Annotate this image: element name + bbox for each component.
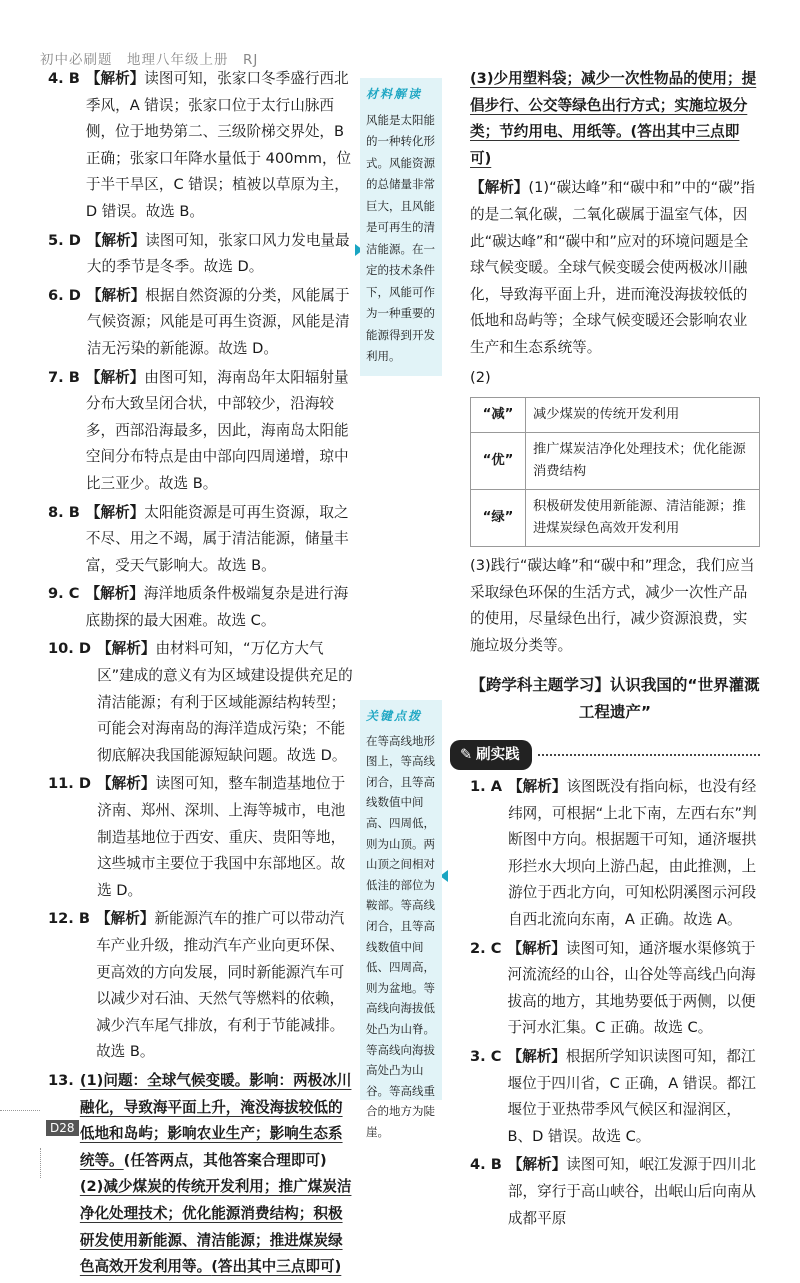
section-title-line1: 【跨学科主题学习】认识我国的“世界灌溉: [470, 675, 760, 694]
dotted-divider: [538, 754, 760, 756]
q13-part1: (1)问题：全球气候变暖。影响：两极冰川融化，导致海平面上升，淹没海拔较低的低地和岛屿；影响农业生产；影响生态系统等。: [79, 1071, 352, 1169]
sidebar-title: 关键点拨: [366, 709, 423, 723]
section-title: [470, 672, 760, 726]
analysis-tag: 【解析】: [86, 231, 146, 249]
analysis-tag: 【解析】: [85, 368, 145, 386]
question-number: 10. D: [48, 640, 92, 658]
question-number: 2. C: [470, 939, 502, 957]
question-number: 5. D: [48, 231, 81, 249]
analysis-tag: 【解析】: [97, 640, 156, 658]
analysis-tag: 【解析】: [97, 775, 156, 793]
q13-part2-note: (答出其中三点即可): [211, 1258, 342, 1276]
answer-text: 读图可知，通济堰水渠修筑于河流流经的山谷，山谷处等高线凸向海拔高的地方，其地势要低于两侧，以便于河水汇集。C 正确。故选 C。: [507, 939, 756, 1037]
question-number: 3. C: [470, 1048, 502, 1066]
analysis-tag: 【解析】: [507, 939, 566, 957]
answer-item: [470, 1152, 760, 1232]
section-title-line2: 工程遗产”: [578, 702, 652, 721]
question-number: 12. B: [48, 910, 91, 928]
table-value: 减少煤炭的传统开发利用: [526, 398, 760, 433]
cut-line: [0, 1110, 40, 1111]
answer-text: 该图既没有指向标，也没有经纬网，可根据“上北下南，左西右东”判断图中方向。根据题干可知，通济堰拱形拦水大坝向上游凸起，由此推测，上游位于西北方向，可知松阴溪图示河段自西北流向东南，A 正确。故选 A。: [508, 778, 757, 929]
analysis-text: (1)“碳达峰”和“碳中和”中的“碳”指的是二氧化碳，二氧化碳属于温室气体，因此“碳达峰”和“碳中和”应对的环境问题是全球气候变暖。全球气候变暖会使两极冰川融化，导致海平面上升，进而淹没海拔较低的低地和岛屿等；全球气候变暖还会影响农业生产和生态系统等。: [470, 179, 755, 356]
answer-text: 读图可知，张家口冬季盛行西北季风，A 错误；张家口位于太行山脉西侧，位于地势第二、三级阶梯交界处，B 正确；张家口年降水量低于 400mm，位于半干旱区，C 错误；植被以草原为主，D 错误。故选 B。: [85, 70, 352, 220]
answer-item: [470, 774, 760, 934]
page-header: 初中必刷题 地理八年级上册 RJ: [40, 52, 259, 68]
sidebar-text: 风能是太阳能的一种转化形式。风能资源的总储量非常巨大，且风能是可再生的清洁能源。在一定的技术条件下，风能可作为一种重要的能源得到开发利用。: [366, 112, 435, 363]
table-value: 积极研发使用新能源、清洁能源；推进煤炭绿色高效开发利用: [526, 490, 760, 547]
sidebar-text: 在等高线地形图上，等高线闭合，且等高线数值中间高、四周低，则为山顶。两山顶之间相对低洼的部位为鞍部。等高线闭合，且等高线数值中间低、四周高，则为盆地。等高线向海拔低处凸为山脊。等高线向海拔高处凸为山谷。等高线重合的地方为陡崖。: [366, 733, 435, 1139]
answer-text: 读图可知，整车制造基地位于济南、郑州、深圳、上海等城市，电池制造基地位于西安、重庆、贵阳等地，这些城市主要位于我国中东部地区。故选 D。: [97, 775, 346, 899]
q13-part3: (3)少用塑料袋；减少一次性物品的使用；提倡步行、公交等绿色出行方式；实施垃圾分类；节约用电、用纸等。(答出其中三点即可): [470, 70, 757, 167]
pencil-icon: ✎: [460, 746, 473, 763]
answer-item: [470, 936, 760, 1042]
answer-text: 新能源汽车的推广可以带动汽车产业升级，推动汽车产业向更环保、更高效的方向发展，同时新能源汽车可以减少对石油、天然气等燃料的依赖，减少汽车尾气排放，有利于节能减排。故选 B。: [96, 910, 345, 1061]
table-row: [471, 490, 760, 547]
question-number: 8. B: [48, 503, 80, 521]
answer-item: [48, 66, 356, 226]
practice-badge: [450, 740, 532, 771]
question-number: 9. C: [48, 585, 80, 603]
question-number: 4. B: [470, 1156, 502, 1174]
answer-item: [48, 228, 356, 281]
analysis-tag: 【解析】: [85, 503, 145, 521]
analysis-tag: 【解析】: [86, 286, 146, 304]
answer-text: 读图可知，岷江发源于四川北部，穿行于高山峡谷，出岷山后向南从成都平原: [507, 1156, 757, 1227]
answer-text: 根据自然资源的分类，风能属于气候资源；风能是可再生资源，风能是清洁无污染的新能源。故选 D。: [86, 286, 350, 357]
cut-line: [40, 1148, 41, 1178]
q13-analysis-1: [470, 175, 760, 361]
analysis-tag: 【解析】: [470, 179, 529, 197]
table-value: 推广煤炭洁净化处理技术；优化能源消费结构: [526, 433, 760, 490]
answer-text: 海洋地质条件极端复杂是进行海底勘探的最大困难。故选 C。: [85, 585, 349, 629]
answer-text: 读图可知，张家口风力发电量最大的季节是冬季。故选 D。: [86, 231, 350, 276]
answer-item-13: [48, 1068, 356, 1281]
table-row: [471, 398, 760, 433]
sidebar-title: 材料解读: [366, 87, 423, 101]
question-number: 7. B: [48, 368, 80, 386]
analysis-tag: 【解析】: [96, 910, 155, 928]
q13-analysis-2-label: (2): [470, 368, 491, 386]
sidebar-material-reading: [360, 78, 442, 376]
practice-label: 刷实践: [476, 746, 520, 763]
measures-table: [470, 397, 760, 547]
analysis-tag: 【解析】: [508, 778, 567, 796]
left-column: [48, 66, 356, 1283]
question-number: 4. B: [48, 70, 80, 87]
q13-analysis-3: (3)践行“碳达峰”和“碳中和”理念，我们应当采取绿色环保的生活方式，减少一次性产品的使用，尽量绿色出行，减少资源浪费，实施垃圾分类等。: [470, 557, 755, 654]
question-number: 13.: [48, 1071, 74, 1089]
table-row: [471, 433, 760, 490]
table-key: “减”: [471, 398, 526, 433]
answer-item: [48, 771, 356, 904]
answer-text: 由材料可知，“万亿方大气区”建成的意义有为区域建设提供充足的清洁能源；有利于区域能源结构转型；可能会对海南岛的海洋造成污染；不能彻底解决我国能源短缺问题。故选 D。: [97, 640, 353, 764]
answer-item: [48, 906, 356, 1066]
question-number: 1. A: [470, 778, 503, 796]
practice-header: [450, 740, 760, 771]
sidebar-key-tips: [360, 700, 442, 1139]
analysis-tag: 【解析】: [85, 70, 145, 87]
q13-part2: (2)减少煤炭的传统开发利用；推广煤炭洁净化处理技术；优化能源消费结构；积极研发使用新能源、清洁能源；推进煤炭绿色高效开发利用等。: [79, 1178, 352, 1276]
answer-item: [48, 636, 356, 769]
answer-text: 太阳能资源是可再生资源，取之不尽、用之不竭，属于清洁能源，储量丰富，受天气影响大。故选 B。: [85, 503, 349, 574]
analysis-tag: 【解析】: [507, 1156, 567, 1174]
q13-part1-note: (任答两点，其他答案合理即可): [123, 1151, 327, 1169]
answer-item: [48, 365, 356, 498]
answer-text: 根据所学知识读图可知，都江堰位于四川省，C 正确，A 错误。都江堰位于亚热带季风气候区和湿润区，B、D 错误。故选 C。: [507, 1048, 756, 1145]
answer-item: [470, 1044, 760, 1150]
answer-item: [48, 283, 356, 363]
table-key: “优”: [471, 433, 526, 490]
analysis-tag: 【解析】: [507, 1048, 566, 1066]
analysis-tag: 【解析】: [85, 585, 144, 603]
page-number: D28: [46, 1120, 79, 1136]
answer-item: [48, 500, 356, 580]
question-number: 11. D: [48, 775, 92, 793]
table-key: “绿”: [471, 490, 526, 547]
answer-item: [48, 581, 356, 634]
answer-text: 由图可知，海南岛年太阳辐射量分布大致呈闭合状，中部较少，沿海较多，西部沿海最多，因此，海南岛太阳能空间分布特点是由中部向四周递增，琼中比三亚少。故选 B。: [85, 368, 349, 492]
question-number: 6. D: [48, 286, 81, 304]
right-column: [460, 66, 760, 1234]
